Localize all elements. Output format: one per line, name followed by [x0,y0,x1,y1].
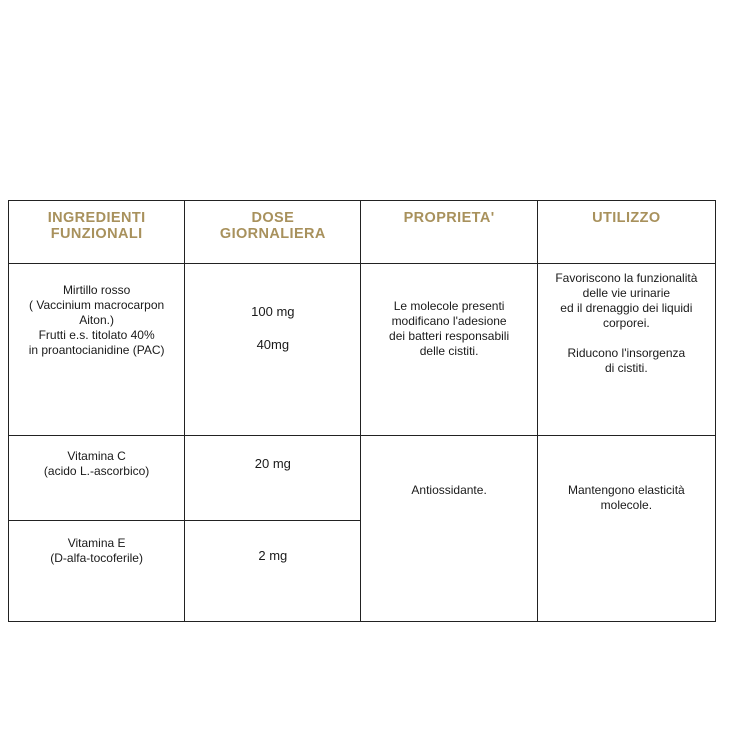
dose-cell-vitamin-e [185,521,361,622]
dose-value: 100 mg [251,304,295,319]
table-row-cranberry [9,264,716,436]
property-cell-vitamins [361,436,537,622]
dose-value: 20 mg [254,456,291,471]
usage-line: Favoriscono la funzionalità [555,271,698,285]
ingredient-line: ( Vaccinium macrocarpon [29,298,165,312]
usage-line: corporei. [603,316,650,330]
table-row-vitamin-c [9,436,716,521]
ingredient-cell-vitamin-c [9,436,185,521]
usage-line: ed il drenaggio dei liquidi [560,301,693,315]
dose-cell-vitamin-c [185,436,361,521]
header-dose [185,201,361,264]
ingredient-line: Aiton.) [79,313,114,327]
usage-line: di cistiti. [605,361,648,375]
usage-cell-vitamins [537,436,715,622]
header-properties-line-1: PROPRIETA' [403,210,495,226]
ingredient-line: (acido L.-ascorbico) [43,464,150,478]
ingredient-line: Vitamina C [67,449,126,463]
usage-cell-cranberry [537,264,715,436]
header-usage-line-1: UTILIZZO [592,210,661,226]
header-dose-line-2: GIORNALIERA [219,226,326,242]
ingredient-line: Frutti e.s. titolato 40% [38,328,155,342]
property-line: dei batteri responsabili [389,329,510,343]
ingredient-line: Mirtillo rosso [62,283,131,297]
ingredient-line: (D-alfa-tocoferile) [50,551,143,565]
usage-line: molecole. [600,498,653,512]
property-line: delle cistiti. [419,344,479,358]
ingredient-line: in proantocianidine (PAC) [28,343,165,357]
header-usage [537,201,715,264]
header-dose-line-1: DOSE [251,210,295,226]
usage-line: delle vie urinarie [582,286,671,300]
usage-spacer [544,331,709,346]
dose-value: 2 mg [258,548,288,563]
usage-line: Mantengono elasticità [567,483,685,497]
ingredient-cell-cranberry [9,264,185,436]
header-row [9,201,716,264]
header-ingredients [9,201,185,264]
ingredients-table [8,200,716,622]
dose-cell-cranberry [185,264,361,436]
dose-value: 40mg [256,337,290,352]
usage-line: Riducono l'insorgenza [567,346,686,360]
dose-spacer [191,319,354,337]
header-ingredients-line-2: FUNZIONALI [50,226,143,242]
property-line: modificano l'adesione [391,314,507,328]
ingredient-line: Vitamina E [67,536,126,550]
header-properties [361,201,537,264]
header-ingredients-line-1: INGREDIENTI [47,210,146,226]
property-cell-cranberry [361,264,537,436]
property-line: Le molecole presenti [393,299,505,313]
property-line: Antiossidante. [411,483,487,497]
ingredient-cell-vitamin-e [9,521,185,622]
